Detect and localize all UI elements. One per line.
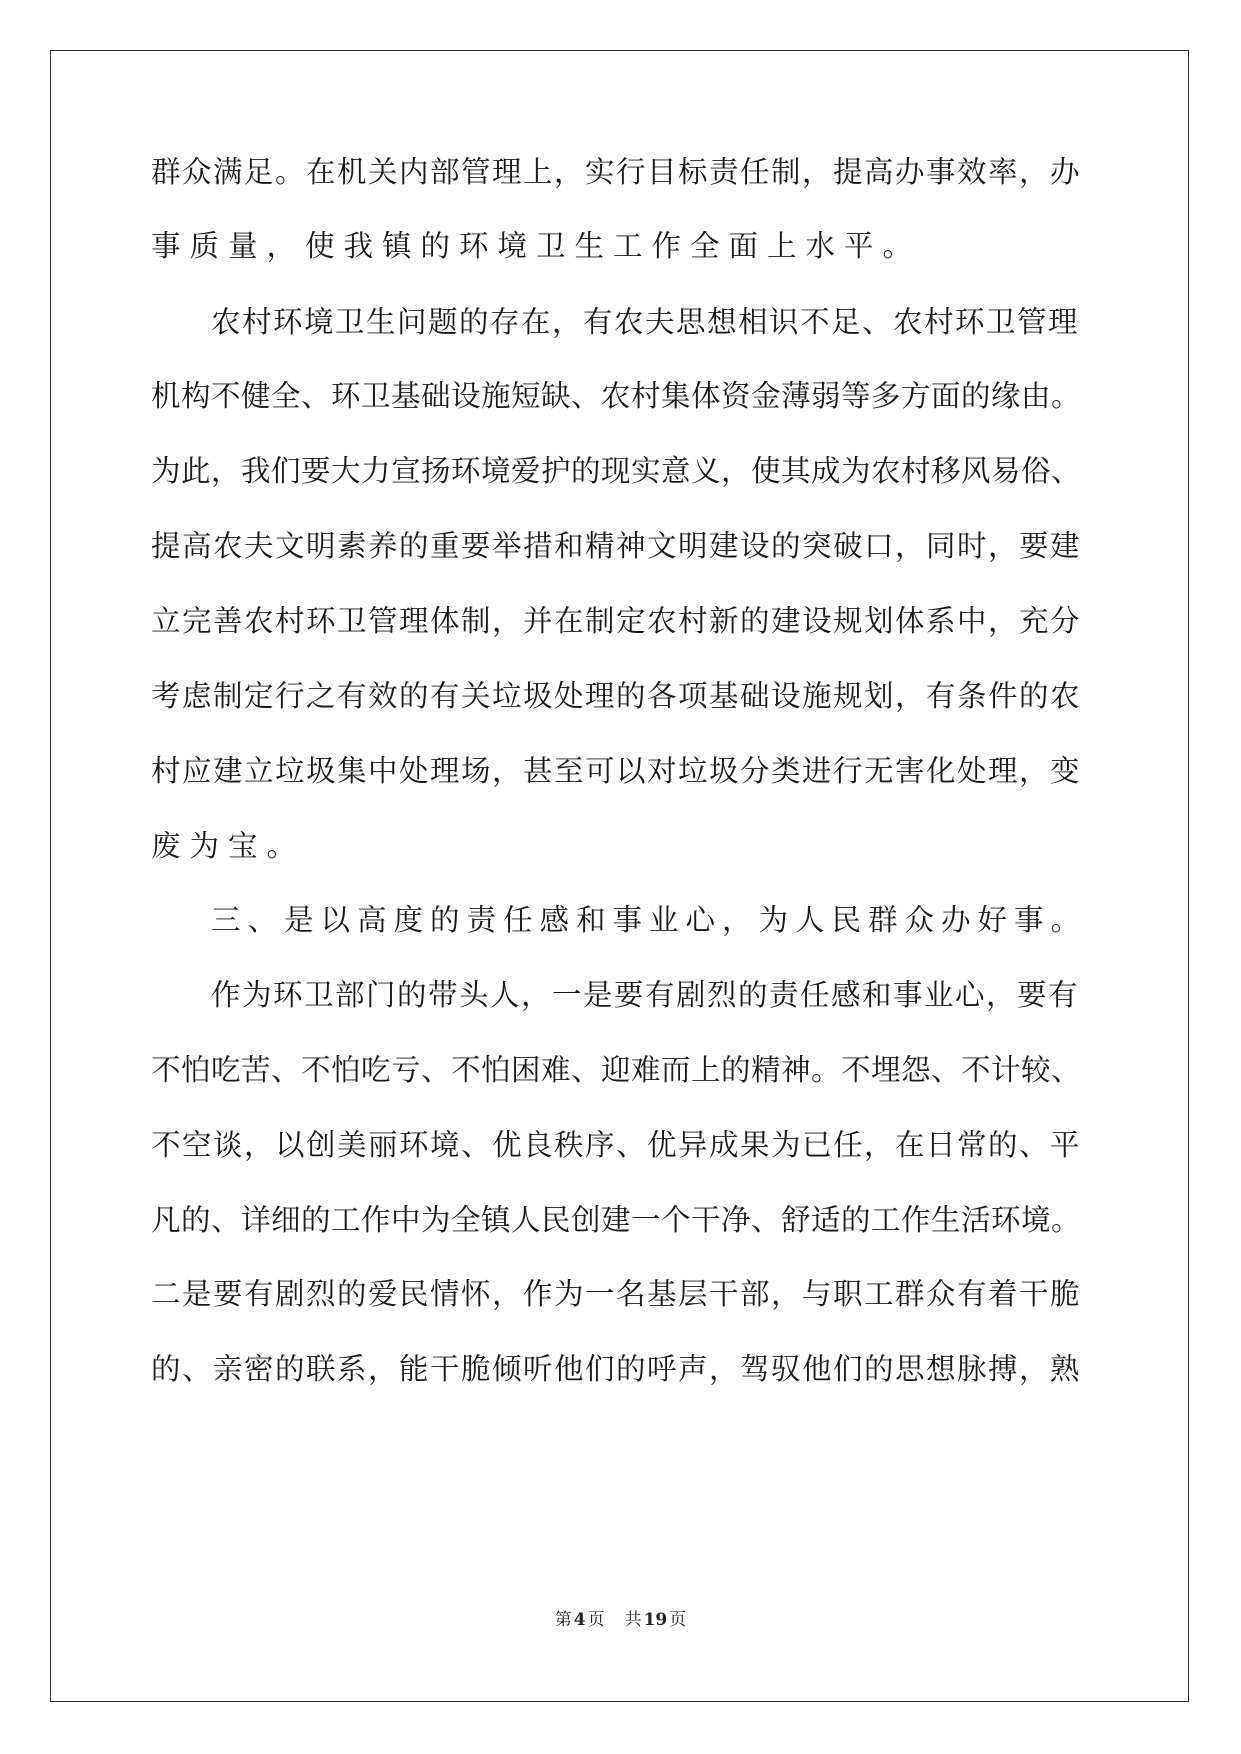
- text-line: 不空谈，以创美丽环境、优良秩序、优异成果为已任，在日常的、平: [151, 1128, 1082, 1162]
- total-label-suffix: 页: [669, 1610, 687, 1630]
- text-line: 考虑制定行之有效的有关垃圾处理的各项基础设施规划，有条件的农: [151, 679, 1082, 713]
- text-line: 凡的、详细的工作中为全镇人民创建一个干净、舒适的工作生活环境。: [151, 1203, 1082, 1237]
- page-label-suffix: 页: [587, 1610, 605, 1630]
- section-heading: 三、是以高度的责任感和事业心，为人民群众办好事。: [211, 903, 1088, 937]
- total-pages: 19: [643, 1610, 668, 1630]
- text-line: 不怕吃苦、不怕吃亏、不怕困难、迎难而上的精神。不埋怨、不计较、: [151, 1053, 1082, 1087]
- text-line: 的、亲密的联系，能干脆倾听他们的呼声，驾驭他们的思想脉搏，熟: [151, 1352, 1082, 1386]
- text-line: 村应建立垃圾集中处理场，甚至可以对垃圾分类进行无害化处理，变: [151, 754, 1082, 788]
- page-border: [50, 50, 1189, 1702]
- text-line: 提高农夫文明素养的重要举措和精神文明建设的突破口，同时，要建: [151, 529, 1082, 563]
- paragraph-start-line: 作为环卫部门的带头人，一是要有剧烈的责任感和事业心，要有: [211, 978, 1080, 1012]
- text-line: 立完善农村环卫管理体制，并在制定农村新的建设规划体系中，充分: [151, 604, 1082, 638]
- total-label-prefix: 共: [624, 1610, 642, 1630]
- text-line: 群众满足。在机关内部管理上，实行目标责任制，提高办事效率，办: [151, 155, 1082, 189]
- text-line: 机构不健全、环卫基础设施短缺、农村集体资金薄弱等多方面的缘由。: [151, 379, 1082, 413]
- page-footer: [0, 1608, 1241, 1632]
- paragraph-start-line: 农村环境卫生问题的存在，有农夫思想相识不足、农村环卫管理: [211, 305, 1080, 339]
- text-line: 为此，我们要大力宣扬环境爱护的现实意义，使其成为农村移风易俗、: [151, 454, 1082, 488]
- text-line: 废为宝。: [151, 829, 306, 863]
- page-label-prefix: 第: [554, 1610, 572, 1630]
- text-line: 二是要有剧烈的爱民情怀，作为一名基层干部，与职工群众有着干脆: [151, 1277, 1082, 1311]
- text-line: 事质量，使我镇的环境卫生工作全面上水平。: [151, 229, 922, 263]
- page-number: 4: [573, 1610, 586, 1630]
